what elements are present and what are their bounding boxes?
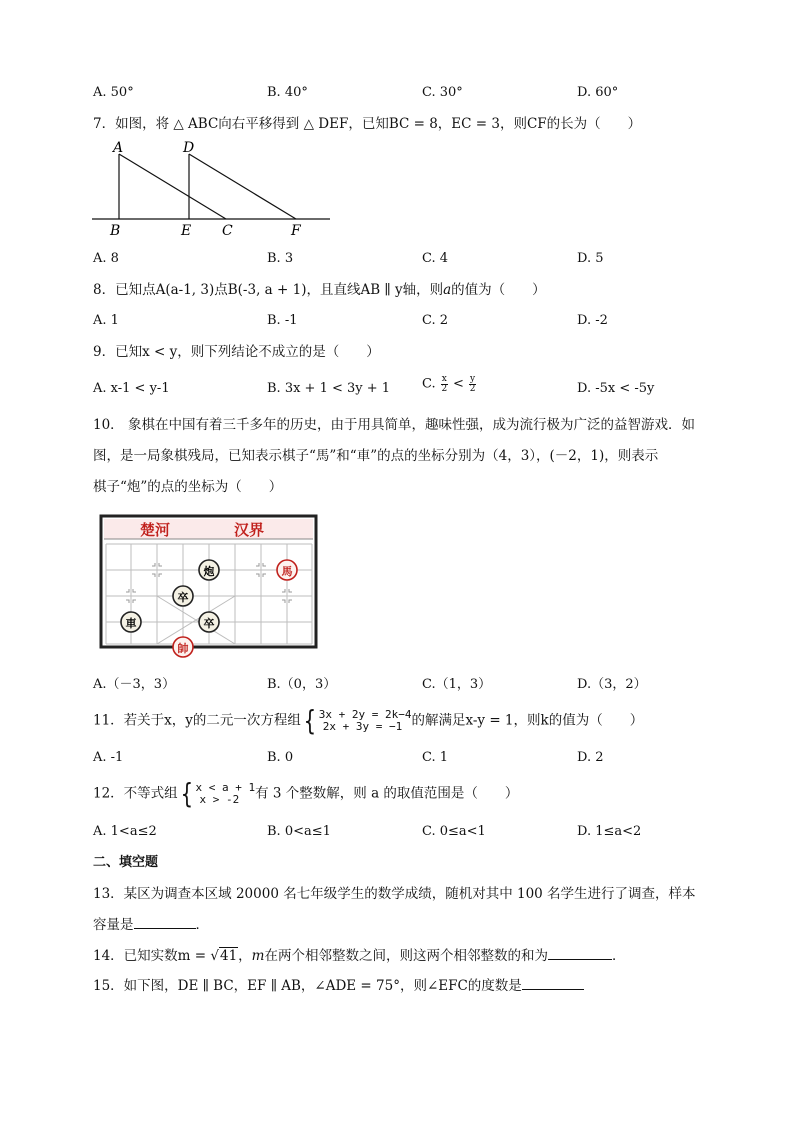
q12-option-b: B. 0<a≤1 [267, 824, 331, 839]
section-2-title: 二、填空题 [93, 855, 159, 870]
svg-text:馬: 馬 [281, 565, 293, 578]
piece-ju [121, 612, 141, 632]
q8-option-a: A. 1 [93, 313, 119, 328]
q6-option-b: B. 40° [267, 85, 308, 100]
q7-option-b: B. 3 [267, 251, 294, 266]
river-right-text: 汉界 [234, 521, 265, 539]
q9-option-b: B. 3x + 1 < 3y + 1 [267, 381, 391, 396]
q11-option-d: D. 2 [577, 750, 604, 765]
q10-line1: 10． 象棋在中国有着三千多年的历史，由于用具简单，趣味性强，成为流行极为广泛的益智游戏．如 [93, 417, 695, 433]
label-b: B [110, 223, 121, 239]
q14-text: 14．已知实数m = √41，m在两个相邻整数之间，则这两个相邻整数的和为 ． [93, 948, 626, 964]
q11-text: 11．若关于x，y的二元一次方程组{ 3x + 2y = 2k−4 2x + 3y = −1 的解满足x-y = 1，则k的值为（ ） [93, 703, 644, 737]
river-left-text: 楚河 [140, 521, 171, 539]
q7-triangle-figure [88, 138, 338, 240]
xiangqi-board-figure [98, 513, 322, 659]
label-d: D [183, 140, 195, 156]
label-c: C [222, 223, 233, 239]
q12-option-c: C. 0≤a<1 [422, 824, 486, 839]
q8-text: 8．已知点A(a-1, 3)点B(-3, a + 1)，且直线AB ∥ y轴，则a的值为（ ） [93, 282, 546, 298]
q15-text: 15．如下图，DE ∥ BC，EF ∥ AB，∠ADE = 75°，则∠EFC的度数是 [93, 977, 584, 995]
q14-answer-blank[interactable] [548, 947, 612, 960]
q10-option-a: A.（－3，3） [93, 677, 176, 692]
q6-option-a: A. 50° [93, 85, 134, 100]
q7-option-c: C. 4 [422, 251, 449, 266]
q10-line2: 图，是一局象棋残局，已知表示棋子“馬”和“車”的点的坐标分别为（4，3），(－2，1)，则表示 [93, 448, 659, 464]
q13-line2: 容量是 ． [93, 917, 209, 933]
q12-option-d: D. 1≤a<2 [577, 824, 642, 839]
river-band [104, 519, 313, 539]
q11-option-b: B. 0 [267, 750, 294, 765]
q10-option-c: C.（1，3） [422, 677, 492, 692]
label-a: A [113, 140, 124, 156]
svg-text:車: 車 [125, 617, 137, 630]
q9-option-c: C. $\frac{x}{2}$ < $\frac{y}{2}$ [422, 374, 476, 394]
q10-option-b: B.（0，3） [267, 677, 337, 692]
label-f: F [291, 223, 301, 239]
q6-option-d: D. 60° [577, 85, 619, 100]
q8-option-d: D. -2 [577, 313, 608, 328]
piece-pao [199, 560, 219, 580]
q8-option-b: B. -1 [267, 313, 298, 328]
q9-option-d: D. -5x < -5y [577, 381, 655, 396]
label-e: E [181, 223, 192, 239]
piece-ma [277, 560, 297, 580]
q11-option-c: C. 1 [422, 750, 449, 765]
q9-option-a: A. x-1 < y-1 [93, 381, 170, 396]
piece-shuai [173, 637, 193, 657]
q10-option-d: D.（3，2） [577, 677, 647, 692]
q12-text: 12．不等式组{ x < a + 1 x > -2 有 3 个整数解，则 a 的取值范围是（ ） [93, 776, 519, 810]
q6-option-c: C. 30° [422, 85, 463, 100]
q10-line3: 棋子“炮”的点的坐标为（ ） [93, 479, 283, 495]
svg-text:帥: 帥 [177, 642, 189, 655]
q7-option-d: D. 5 [577, 251, 604, 266]
q13-answer-blank[interactable] [134, 916, 196, 929]
segment-ac [119, 154, 226, 219]
q11-option-a: A. -1 [93, 750, 124, 765]
q9-text: 9．已知x < y，则下列结论不成立的是（ ） [93, 344, 380, 360]
q8-option-c: C. 2 [422, 313, 449, 328]
piece-zu-2 [199, 612, 219, 632]
q15-answer-blank[interactable] [522, 977, 584, 990]
svg-text:卒: 卒 [203, 617, 215, 630]
svg-text:炮: 炮 [203, 565, 215, 578]
q7-option-a: A. 8 [93, 251, 119, 266]
svg-text:卒: 卒 [177, 591, 189, 604]
piece-zu-1 [173, 586, 193, 606]
q7-text: 7．如图，将 △ ABC向右平移得到 △ DEF，已知BC = 8，EC = 3，则CF的长为（ ） [93, 116, 642, 132]
q13-line1: 13．某区为调查本区域 20000 名七年级学生的数学成绩，随机对其中 100 名学生进行了调查，样本 [93, 886, 696, 902]
segment-df [189, 154, 296, 219]
q12-option-a: A. 1<a≤2 [93, 824, 157, 839]
